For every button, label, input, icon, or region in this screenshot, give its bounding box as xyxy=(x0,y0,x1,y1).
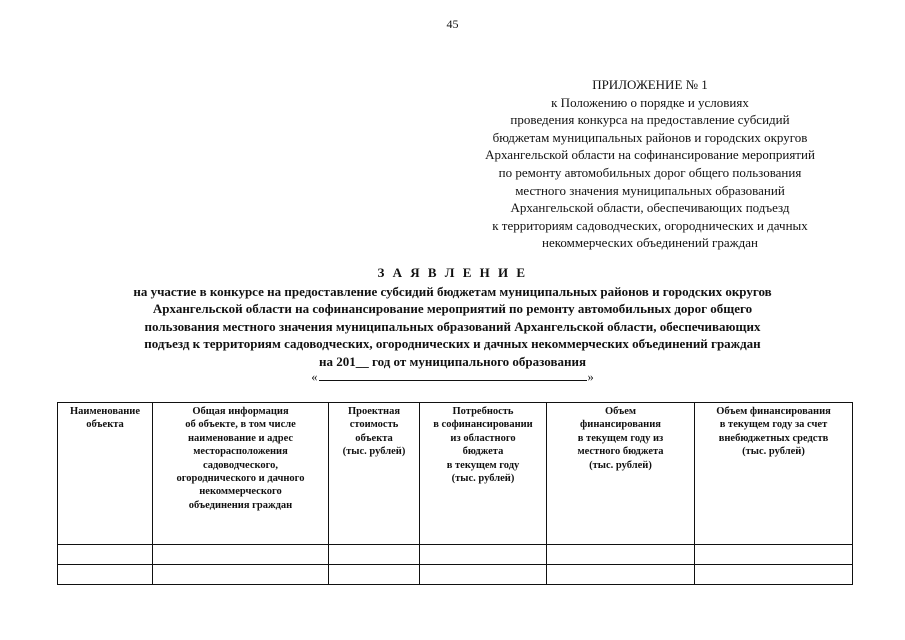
subtitle-line: Архангельской области на софинансирование мероприятий по ремонту автомобильных дорог общего xyxy=(152,301,753,317)
subtitle-line: на 201__ год от муниципального образования xyxy=(319,353,586,369)
column-header-line: финансирования xyxy=(580,419,661,431)
appendix-line: бюджетам муниципальных районов и городских округов xyxy=(492,129,808,145)
table-cell[interactable] xyxy=(695,565,853,585)
appendix-line: некоммерческих объединений граждан xyxy=(542,235,758,251)
column-header-line: некоммерческого xyxy=(199,486,282,498)
table-cell[interactable] xyxy=(58,545,153,565)
column-header xyxy=(153,403,329,545)
table-row xyxy=(58,565,853,585)
column-header-line: внебюджетных средств xyxy=(718,432,829,444)
table-cell[interactable] xyxy=(420,565,547,585)
column-header-line: объекта xyxy=(355,432,393,444)
column-header xyxy=(329,403,420,545)
page-number: 45 xyxy=(446,17,459,31)
column-header-line: из областного xyxy=(450,432,516,444)
column-header-line: объединения граждан xyxy=(188,499,293,511)
table-cell[interactable] xyxy=(420,545,547,565)
column-header-line: садоводческого, xyxy=(202,459,279,471)
column-header-line: бюджета xyxy=(462,446,504,458)
column-header-line: (тыс. рублей) xyxy=(589,459,652,471)
table-cell[interactable] xyxy=(153,565,329,585)
column-header-line: Объем финансирования xyxy=(716,406,831,417)
table-header-row xyxy=(58,403,853,545)
table-cell[interactable] xyxy=(547,565,695,585)
appendix-line: к Положению о порядке и условиях xyxy=(551,94,749,110)
column-header-line: Наименование xyxy=(70,406,140,417)
column-header-line: (тыс. рублей) xyxy=(342,446,406,458)
column-header-line: в текущем году xyxy=(446,459,520,471)
table-cell[interactable] xyxy=(58,565,153,585)
appendix-line: Архангельской области, обеспечивающих подъезд xyxy=(510,200,790,216)
table-cell[interactable] xyxy=(695,545,853,565)
appendix-line: к территориям садоводческих, огороднических и дачных xyxy=(492,217,808,233)
appendix-line: ПРИЛОЖЕНИЕ № 1 xyxy=(592,77,708,92)
column-header-line: Общая информация xyxy=(192,406,289,417)
column-header-line: в текущем году за счет xyxy=(719,419,828,431)
column-header-line: Проектная xyxy=(347,406,401,417)
table-cell[interactable] xyxy=(153,545,329,565)
column-header xyxy=(58,403,153,545)
column-header xyxy=(420,403,547,545)
subtitle-line: пользования местного значения муниципальных образований Архангельской области, обеспечивающих xyxy=(144,318,761,334)
application-table xyxy=(57,402,853,585)
column-header-line: об объекте, в том числе xyxy=(185,419,296,431)
subtitle-line: на участие в конкурсе на предоставление субсидий бюджетам муниципальных районов и городских округов xyxy=(133,284,772,299)
municipality-blank-line xyxy=(319,370,587,381)
appendix-line: по ремонту автомобильных дорог общего пользования xyxy=(498,164,802,180)
column-header xyxy=(547,403,695,545)
column-header-line: месторасположения xyxy=(193,446,288,458)
application-title: З А Я В Л Е Н И Е xyxy=(377,265,528,280)
appendix-line: проведения конкурса на предоставление субсидий xyxy=(510,112,790,128)
municipality-name-field xyxy=(0,370,905,385)
column-header-line: наименование и адрес xyxy=(187,432,294,444)
column-header-line: в текущем году из xyxy=(577,432,664,444)
appendix-line: Архангельской области на софинансирование мероприятий xyxy=(485,147,815,163)
column-header-line: в софинансировании xyxy=(433,419,533,431)
column-header-line: стоимость xyxy=(349,419,399,431)
column-header-line: местного бюджета xyxy=(577,446,664,458)
column-header-line: Объем xyxy=(604,406,637,417)
open-quote: « xyxy=(311,370,318,384)
table-cell[interactable] xyxy=(329,565,420,585)
column-header-line: огороднического и дачного xyxy=(176,473,305,485)
subtitle-line: подъезд к территориям садоводческих, огороднических и дачных некоммерческих объединений граждан xyxy=(144,336,761,352)
column-header xyxy=(695,403,853,545)
table-cell[interactable] xyxy=(547,545,695,565)
appendix-header xyxy=(430,76,870,252)
table-cell[interactable] xyxy=(329,545,420,565)
table-body xyxy=(58,545,853,585)
column-header-line: Потребность xyxy=(452,406,514,417)
appendix-line: местного значения муниципальных образований xyxy=(515,182,785,198)
column-header-line: (тыс. рублей) xyxy=(451,473,515,485)
column-header-line: объекта xyxy=(86,419,124,431)
close-quote: » xyxy=(587,370,594,384)
table-row xyxy=(58,545,853,565)
column-header-line: (тыс. рублей) xyxy=(742,446,805,458)
application-subtitle xyxy=(60,283,845,370)
